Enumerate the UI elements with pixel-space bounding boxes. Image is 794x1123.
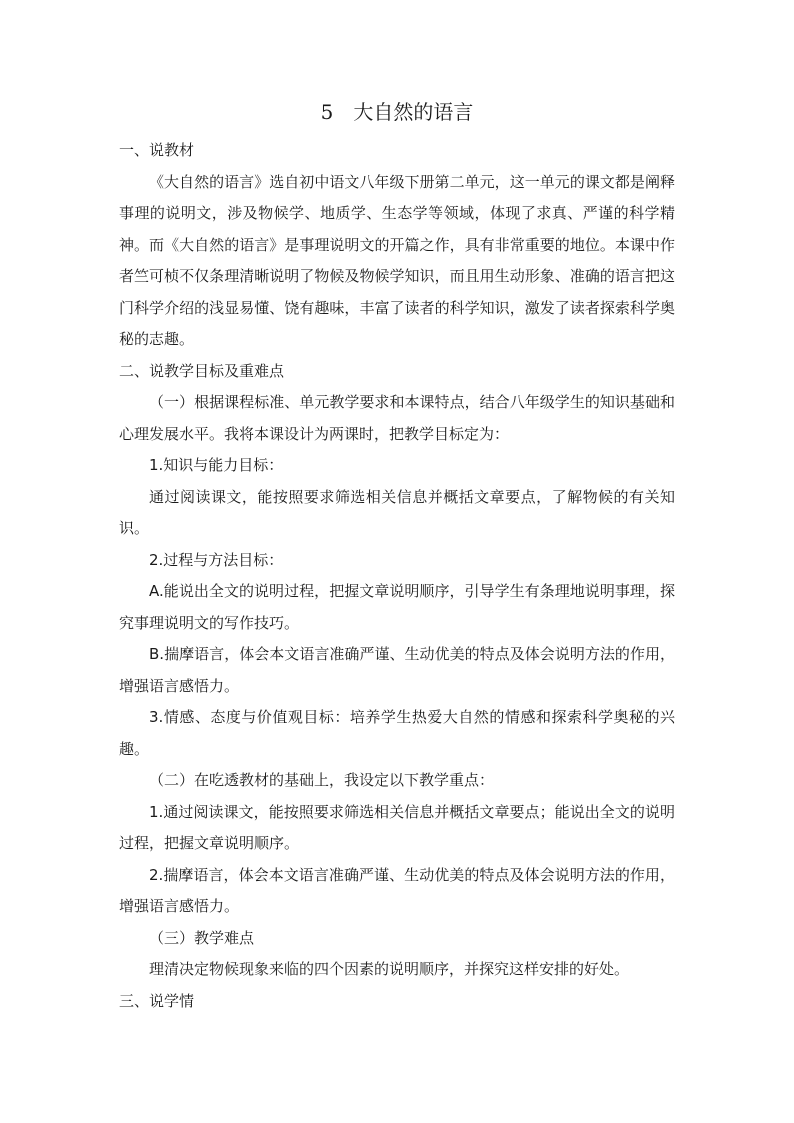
paragraph: （二）在吃透教材的基础上，我设定以下教学重点： bbox=[149, 771, 495, 789]
section-heading: 一、说教材 bbox=[119, 141, 195, 159]
section-heading: 二、说教学目标及重难点 bbox=[119, 361, 285, 380]
section-heading: 三、说学情 bbox=[119, 991, 195, 1010]
paragraph: 通过阅读课文，能按照要求筛选相关信息并概括文章要点，了解物候的有关知识。 bbox=[119, 487, 675, 537]
paragraph: B.揣摩语言，体会本文语言准确严谨、生动优美的特点及体会说明方法的作用，增强语言感悟力。 bbox=[119, 645, 675, 695]
goal-label: 1.知识与能力目标： bbox=[149, 456, 284, 474]
paragraph: 《大自然的语言》选自初中语文八年级下册第二单元，这一单元的课文都是阐释事理的说明文，涉及物候学、地质学、生态学等领域，体现了求真、严谨的科学精神。而《大自然的语言》是事理说明文的开篇之作，具有非常重要的地位。本课中作者竺可桢不仅条理清晰说明了物候及物候学知识，而且用生动形象、准确的语言把这门科学介绍的浅显易懂、饶有趣味，丰富了读者的科学知识，激发了读者探索科学奥秘的志趣。 bbox=[119, 172, 675, 348]
paragraph: 2.揣摩语言，体会本文语言准确严谨、生动优美的特点及体会说明方法的作用，增强语言感悟力。 bbox=[119, 865, 675, 915]
paragraph: 理清决定物候现象来临的四个因素的说明顺序，并探究这样安排的好处。 bbox=[149, 960, 630, 978]
paragraph: （三）教学难点 bbox=[149, 928, 255, 947]
document-title bbox=[0, 98, 794, 126]
goal-label: 2.过程与方法目标： bbox=[149, 550, 284, 569]
title-number: 5 bbox=[320, 100, 334, 124]
document-body bbox=[119, 135, 675, 1017]
paragraph: A.能说出全文的说明过程，把握文章说明顺序，引导学生有条理地说明事理，探究事理说明文的写作技巧。 bbox=[119, 582, 675, 632]
paragraph: （一）根据课程标准、单元教学要求和本课特点，结合八年级学生的知识基础和心理发展水平。我将本课设计为两课时，把教学目标定为： bbox=[119, 393, 675, 443]
title-text: 大自然的语言 bbox=[353, 100, 474, 124]
paragraph: 1.通过阅读课文，能按照要求筛选相关信息并概括文章要点；能说出全文的说明过程，把握文章说明顺序。 bbox=[119, 802, 675, 852]
paragraph: 3.情感、态度与价值观目标：培养学生热爱大自然的情感和探索科学奥秘的兴趣。 bbox=[119, 708, 675, 758]
